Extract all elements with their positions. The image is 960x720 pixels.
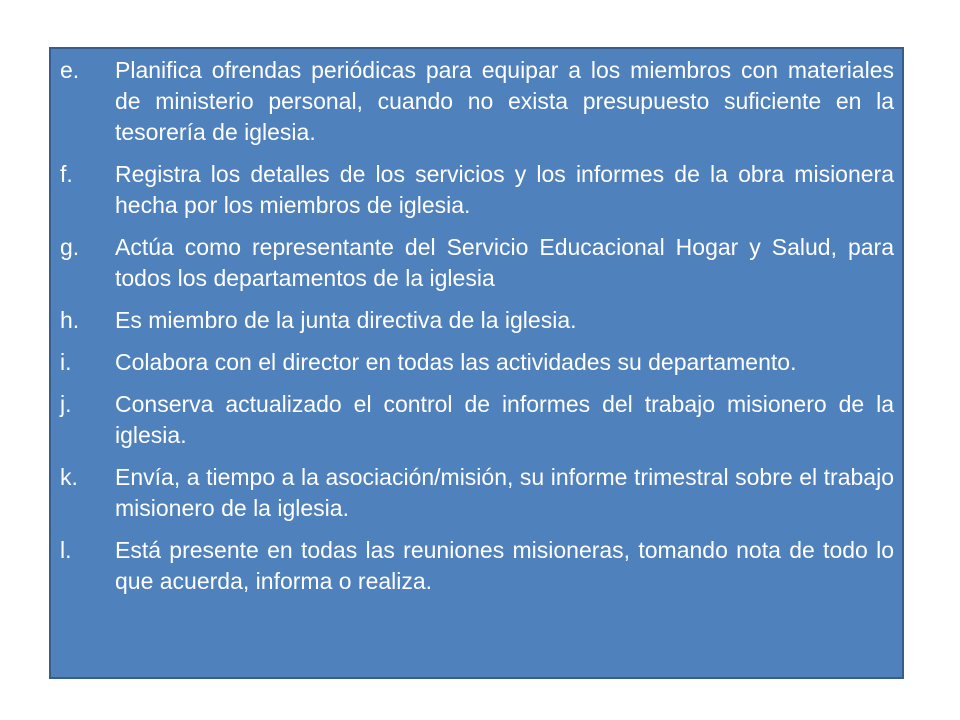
duties-list [60,55,894,608]
list-item-h [60,305,894,336]
list-item-text: Colabora con el director en todas las actividades su departamento. [115,349,797,375]
list-item-g [60,232,894,294]
list-item-text: Actúa como representante del Servicio Educacional Hogar y Salud, para todos los departamentos de la iglesia [115,234,894,291]
list-item-l [60,535,894,597]
list-item-f [60,159,894,221]
list-marker: f. [60,161,73,187]
list-item-text: Planifica ofrendas periódicas para equipar a los miembros con materiales de ministerio personal, cuando no exista presupuesto suficiente en la tesorería de iglesia. [115,57,894,145]
list-marker: h. [60,307,80,333]
list-item-j [60,389,894,451]
list-item-text: Registra los detalles de los servicios y los informes de la obra misionera hecha por los miembros de iglesia. [115,161,894,218]
list-item-e [60,55,894,148]
list-marker: e. [60,57,80,83]
list-item-text: Está presente en todas las reuniones misioneras, tomando nota de todo lo que acuerda, informa o realiza. [115,537,894,594]
list-item-k [60,462,894,524]
list-marker: g. [60,234,80,260]
list-item-text: Conserva actualizado el control de informes del trabajo misionero de la iglesia. [115,391,894,448]
list-marker: i. [60,349,72,375]
list-marker: k. [60,464,78,490]
list-marker: j. [60,391,72,417]
list-item-i [60,347,894,378]
list-item-text: Es miembro de la junta directiva de la iglesia. [115,307,577,333]
list-marker: l. [60,537,72,563]
list-item-text: Envía, a tiempo a la asociación/misión, su informe trimestral sobre el trabajo misionero de la iglesia. [115,464,894,521]
